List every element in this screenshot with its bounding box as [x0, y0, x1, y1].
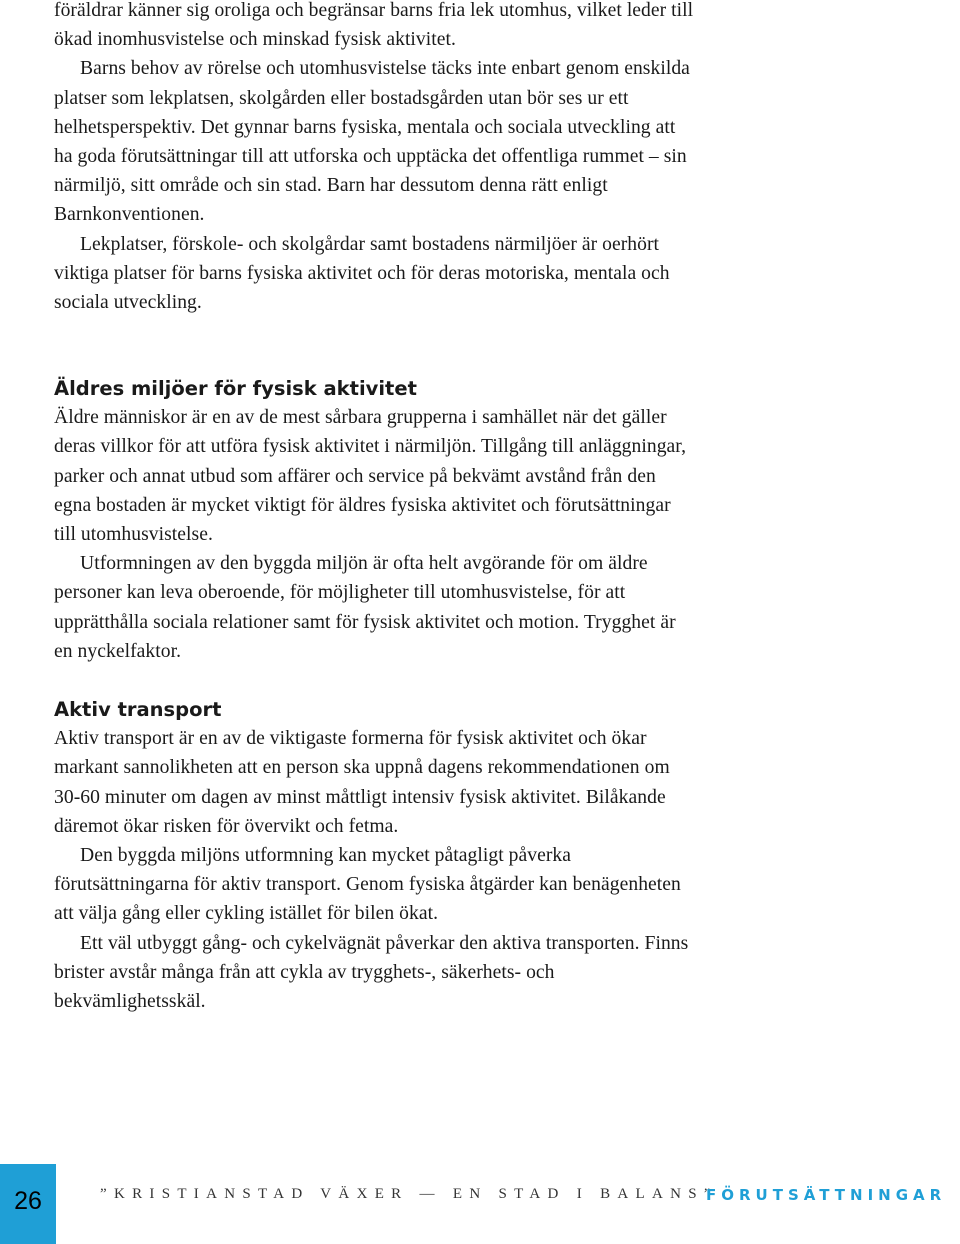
elderly-section	[54, 374, 694, 666]
intro-section	[54, 0, 694, 317]
footer-section-label: FÖRUTSÄTTNINGAR	[706, 1186, 947, 1204]
paragraph: Aktiv transport är en av de viktigaste formerna för fysisk aktivitet och ökar markant sannolikheten att en person ska uppnå dagens rekommendationen om 30-60 minuter om dagen av minst måttligt intensiv fysisk aktivitet. Bilåkande däremot ökar risken för övervikt och fetma.	[54, 728, 670, 837]
paragraph: Äldre människor är en av de mest sårbara grupperna i samhället när det gäller deras villkor för att utföra fysisk aktivitet i närmiljön. Tillgång till anläggningar, parker och annat utbud som affärer och service på bekvämt avstånd från den egna bostaden är mycket viktigt för äldres fysiska aktivitet och förutsättningar till utomhusvistelse.	[54, 407, 687, 546]
paragraph: Barns behov av rörelse och utomhusvistelse täcks inte enbart genom enskilda platser som lekplatsen, skolgården eller bostadsgården utan bör ses ur ett helhetsperspektiv. Det gynnar barns fysiska, mentala och sociala utveckling att ha goda förutsättningar till att utforska och upptäcka det offentliga rummet – sin närmiljö, sitt område och sin stad. Barn har dessutom denna rätt enligt Barnkonventionen.	[54, 58, 690, 226]
section-heading: Aktiv transport	[54, 698, 222, 721]
paragraph: Lekplatser, förskole- och skolgårdar samt bostadens närmiljöer är oerhört viktiga platser för barns fysiska aktivitet och för deras motoriska, mentala och sociala utveckling.	[54, 233, 670, 314]
page-number: 26	[14, 1186, 42, 1215]
transport-section	[54, 695, 694, 1016]
paragraph: föräldrar känner sig oroliga och begränsar barns fria lek utomhus, vilket leder till ökad inomhusvistelse och minskad fysisk aktivitet.	[54, 0, 694, 51]
section-heading: Äldres miljöer för fysisk aktivitet	[54, 377, 417, 400]
paragraph: Utformningen av den byggda miljön är ofta helt avgörande för om äldre personer kan leva oberoende, för möjligheter till utomhusvistelse, för att upprätthålla sociala relationer samt för fysisk aktivitet och motion. Trygghet är en nyckelfaktor.	[54, 553, 676, 662]
page-number-box	[0, 1164, 56, 1244]
paragraph: Ett väl utbyggt gång- och cykelvägnät påverkar den aktiva transporten. Finns brister avstår många från att cykla av trygghets-, säkerhets- och bekvämlighetsskäl.	[54, 932, 689, 1013]
paragraph: Den byggda miljöns utformning kan mycket påtagligt påverka förutsättningarna för aktiv transport. Genom fysiska åtgärder kan benägenheten att välja gång eller cykling istället för bilen ökat.	[54, 845, 681, 925]
footer-document-title: ”KRISTIANSTAD VÄXER — EN STAD I BALANS”	[100, 1186, 718, 1202]
